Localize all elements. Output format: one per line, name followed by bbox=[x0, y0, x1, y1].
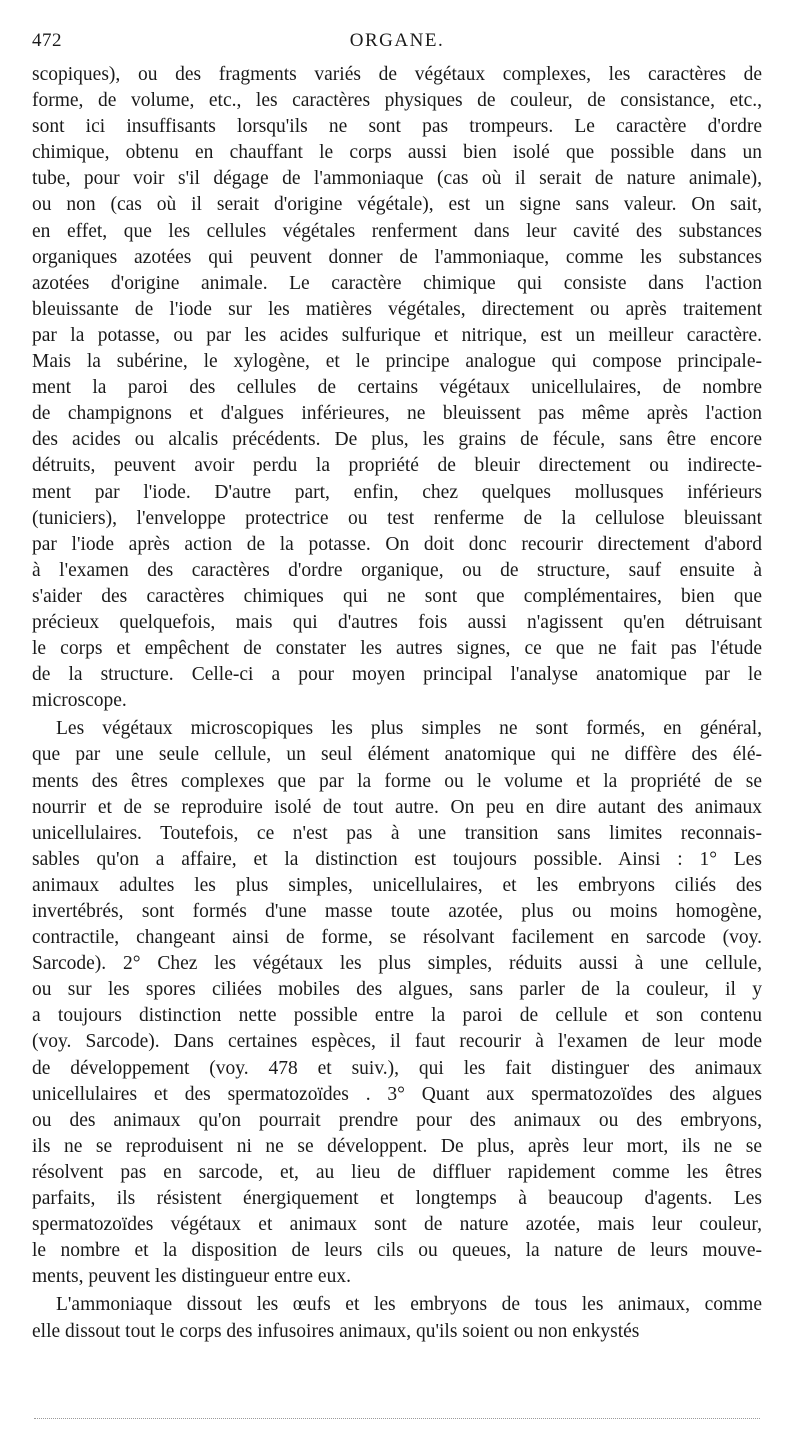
text-line: ments, peuvent les distingueur entre eux. bbox=[32, 1266, 351, 1288]
body-text bbox=[32, 62, 762, 1345]
paragraph-1 bbox=[32, 62, 762, 714]
text-line: tube, pour voir s'il dégage de l'ammoniaque (cas où il serait de nature animale), bbox=[32, 168, 762, 190]
running-head: ORGANE. bbox=[349, 30, 445, 51]
text-line: de développement (voy. 478 et suiv.), qui les fait distinguer des animaux bbox=[32, 1057, 762, 1079]
text-line: le nombre et la disposition de leurs cils ou queues, la nature de leurs mouve- bbox=[32, 1240, 762, 1262]
text-line: ou des animaux qu'on pourrait prendre pour des animaux ou des embryons, bbox=[32, 1109, 762, 1131]
text-line: animaux adultes les plus simples, unicellulaires, et les embryons ciliés des bbox=[32, 874, 762, 896]
text-line: Mais la subérine, le xylogène, et le principe analogue qui compose principale- bbox=[32, 351, 762, 373]
text-line: forme, de volume, etc., les caractères physiques de couleur, de consistance, etc., bbox=[32, 90, 762, 112]
text-line: des acides ou alcalis précédents. De plus, les grains de fécule, sans être encore bbox=[32, 429, 762, 451]
text-line: que par une seule cellule, un seul élément anatomique qui ne diffère des élé- bbox=[32, 744, 762, 766]
text-line: (tuniciers), l'enveloppe protectrice ou test renferme de la cellulose bleuissant bbox=[32, 507, 762, 529]
paragraph-2 bbox=[32, 716, 762, 1290]
text-line: en effet, que les cellules végétales renferment dans leur cavité des substances bbox=[32, 220, 762, 242]
text-line: elle dissout tout le corps des infusoires animaux, qu'ils soient ou non enkystés bbox=[32, 1320, 640, 1342]
text-line: le corps et empêchent de constater les autres signes, ce que ne fait pas l'étude bbox=[32, 638, 762, 660]
text-line: détruits, peuvent avoir perdu la propriété de bleuir directement ou indirecte- bbox=[32, 455, 762, 477]
text-line: par l'iode après action de la potasse. On doit donc recourir directement d'abord bbox=[32, 533, 762, 555]
text-line: ment par l'iode. D'autre part, enfin, chez quelques mollusques inférieurs bbox=[32, 481, 762, 503]
text-line: unicellulaires. Toutefois, ce n'est pas à une transition sans limites reconnais- bbox=[32, 822, 762, 844]
text-line: unicellulaires et des spermatozoïdes . 3° Quant aux spermatozoïdes des algues bbox=[32, 1083, 762, 1105]
footer-dotted-rule bbox=[34, 1418, 760, 1419]
text-line: microscope. bbox=[32, 690, 127, 712]
text-line: ment la paroi des cellules de certains végétaux unicellulaires, de nombre bbox=[32, 377, 762, 399]
text-line: ou sur les spores ciliées mobiles des algues, sans parler de la couleur, il y bbox=[32, 979, 762, 1001]
text-line: nourrir et de se reproduire isolé de tout autre. On peu en dire autant des animaux bbox=[32, 796, 762, 818]
text-line: chimique, obtenu en chauffant le corps aussi bien isolé que possible dans un bbox=[32, 142, 762, 164]
text-line: ils ne se reproduisent ni ne se développent. De plus, après leur mort, ils ne se bbox=[32, 1135, 762, 1157]
text-line: sables qu'on a affaire, et la distinction est toujours possible. Ainsi : 1° Les bbox=[32, 848, 762, 870]
text-line: invertébrés, sont formés d'une masse toute azotée, plus ou moins homogène, bbox=[32, 901, 762, 922]
text-line: scopiques), ou des fragments variés de végétaux complexes, les caractères de bbox=[32, 64, 762, 85]
text-line: de la structure. Celle-ci a pour moyen principal l'analyse anatomique par le bbox=[32, 664, 762, 686]
text-line: s'aider des caractères chimiques qui ne sont que complémentaires, bien que bbox=[32, 585, 762, 607]
text-line: sont ici insuffisants lorsqu'ils ne sont pas trompeurs. Le caractère d'ordre bbox=[32, 116, 762, 138]
text-line: L'ammoniaque dissout les œufs et les embryons de tous les animaux, comme bbox=[56, 1294, 762, 1316]
page-header bbox=[32, 30, 762, 60]
text-line: Les végétaux microscopiques les plus simples ne sont formés, en général, bbox=[56, 718, 762, 740]
text-line: azotées d'origine animale. Le caractère chimique qui consiste dans l'action bbox=[32, 272, 762, 294]
page-number: 472 bbox=[32, 30, 62, 51]
text-line: (voy. Sarcode). Dans certaines espèces, il faut recourir à l'examen de leur mode bbox=[32, 1031, 762, 1053]
text-line: de champignons et d'algues inférieures, ne bleuissent pas même après l'action bbox=[32, 403, 762, 425]
text-line: parfaits, ils résistent énergiquement et longtemps à beaucoup d'agents. Les bbox=[32, 1188, 762, 1210]
text-line: ments des êtres complexes que par la forme ou le volume et la propriété de se bbox=[32, 770, 762, 792]
text-line: contractile, changeant ainsi de forme, se résolvant facilement en sarcode (voy. bbox=[32, 927, 762, 949]
text-line: spermatozoïdes végétaux et animaux sont de nature azotée, mais leur couleur, bbox=[32, 1214, 762, 1236]
text-line: organiques azotées qui peuvent donner de l'ammoniaque, comme les substances bbox=[32, 246, 762, 268]
text-line: résolvent pas en sarcode, et, au lieu de diffluer rapidement comme les êtres bbox=[32, 1161, 762, 1183]
text-line: a toujours distinction nette possible entre la paroi de cellule et son contenu bbox=[32, 1005, 762, 1027]
text-line: bleuissante de l'iode sur les matières végétales, directement ou après traitement bbox=[32, 298, 762, 320]
paragraph-3 bbox=[32, 1292, 762, 1344]
text-line: précieux quelquefois, mais qui d'autres fois aussi n'agissent qu'en détruisant bbox=[32, 611, 762, 633]
text-line: ou non (cas où il serait d'origine végétale), est un signe sans valeur. On sait, bbox=[32, 194, 762, 216]
text-line: par la potasse, ou par les acides sulfurique et nitrique, est un meilleur caractère. bbox=[32, 324, 762, 346]
text-line: Sarcode). 2° Chez les végétaux les plus simples, réduits aussi à une cellule, bbox=[32, 953, 762, 975]
text-line: à l'examen des caractères d'ordre organique, ou de structure, sauf ensuite à bbox=[32, 559, 762, 581]
